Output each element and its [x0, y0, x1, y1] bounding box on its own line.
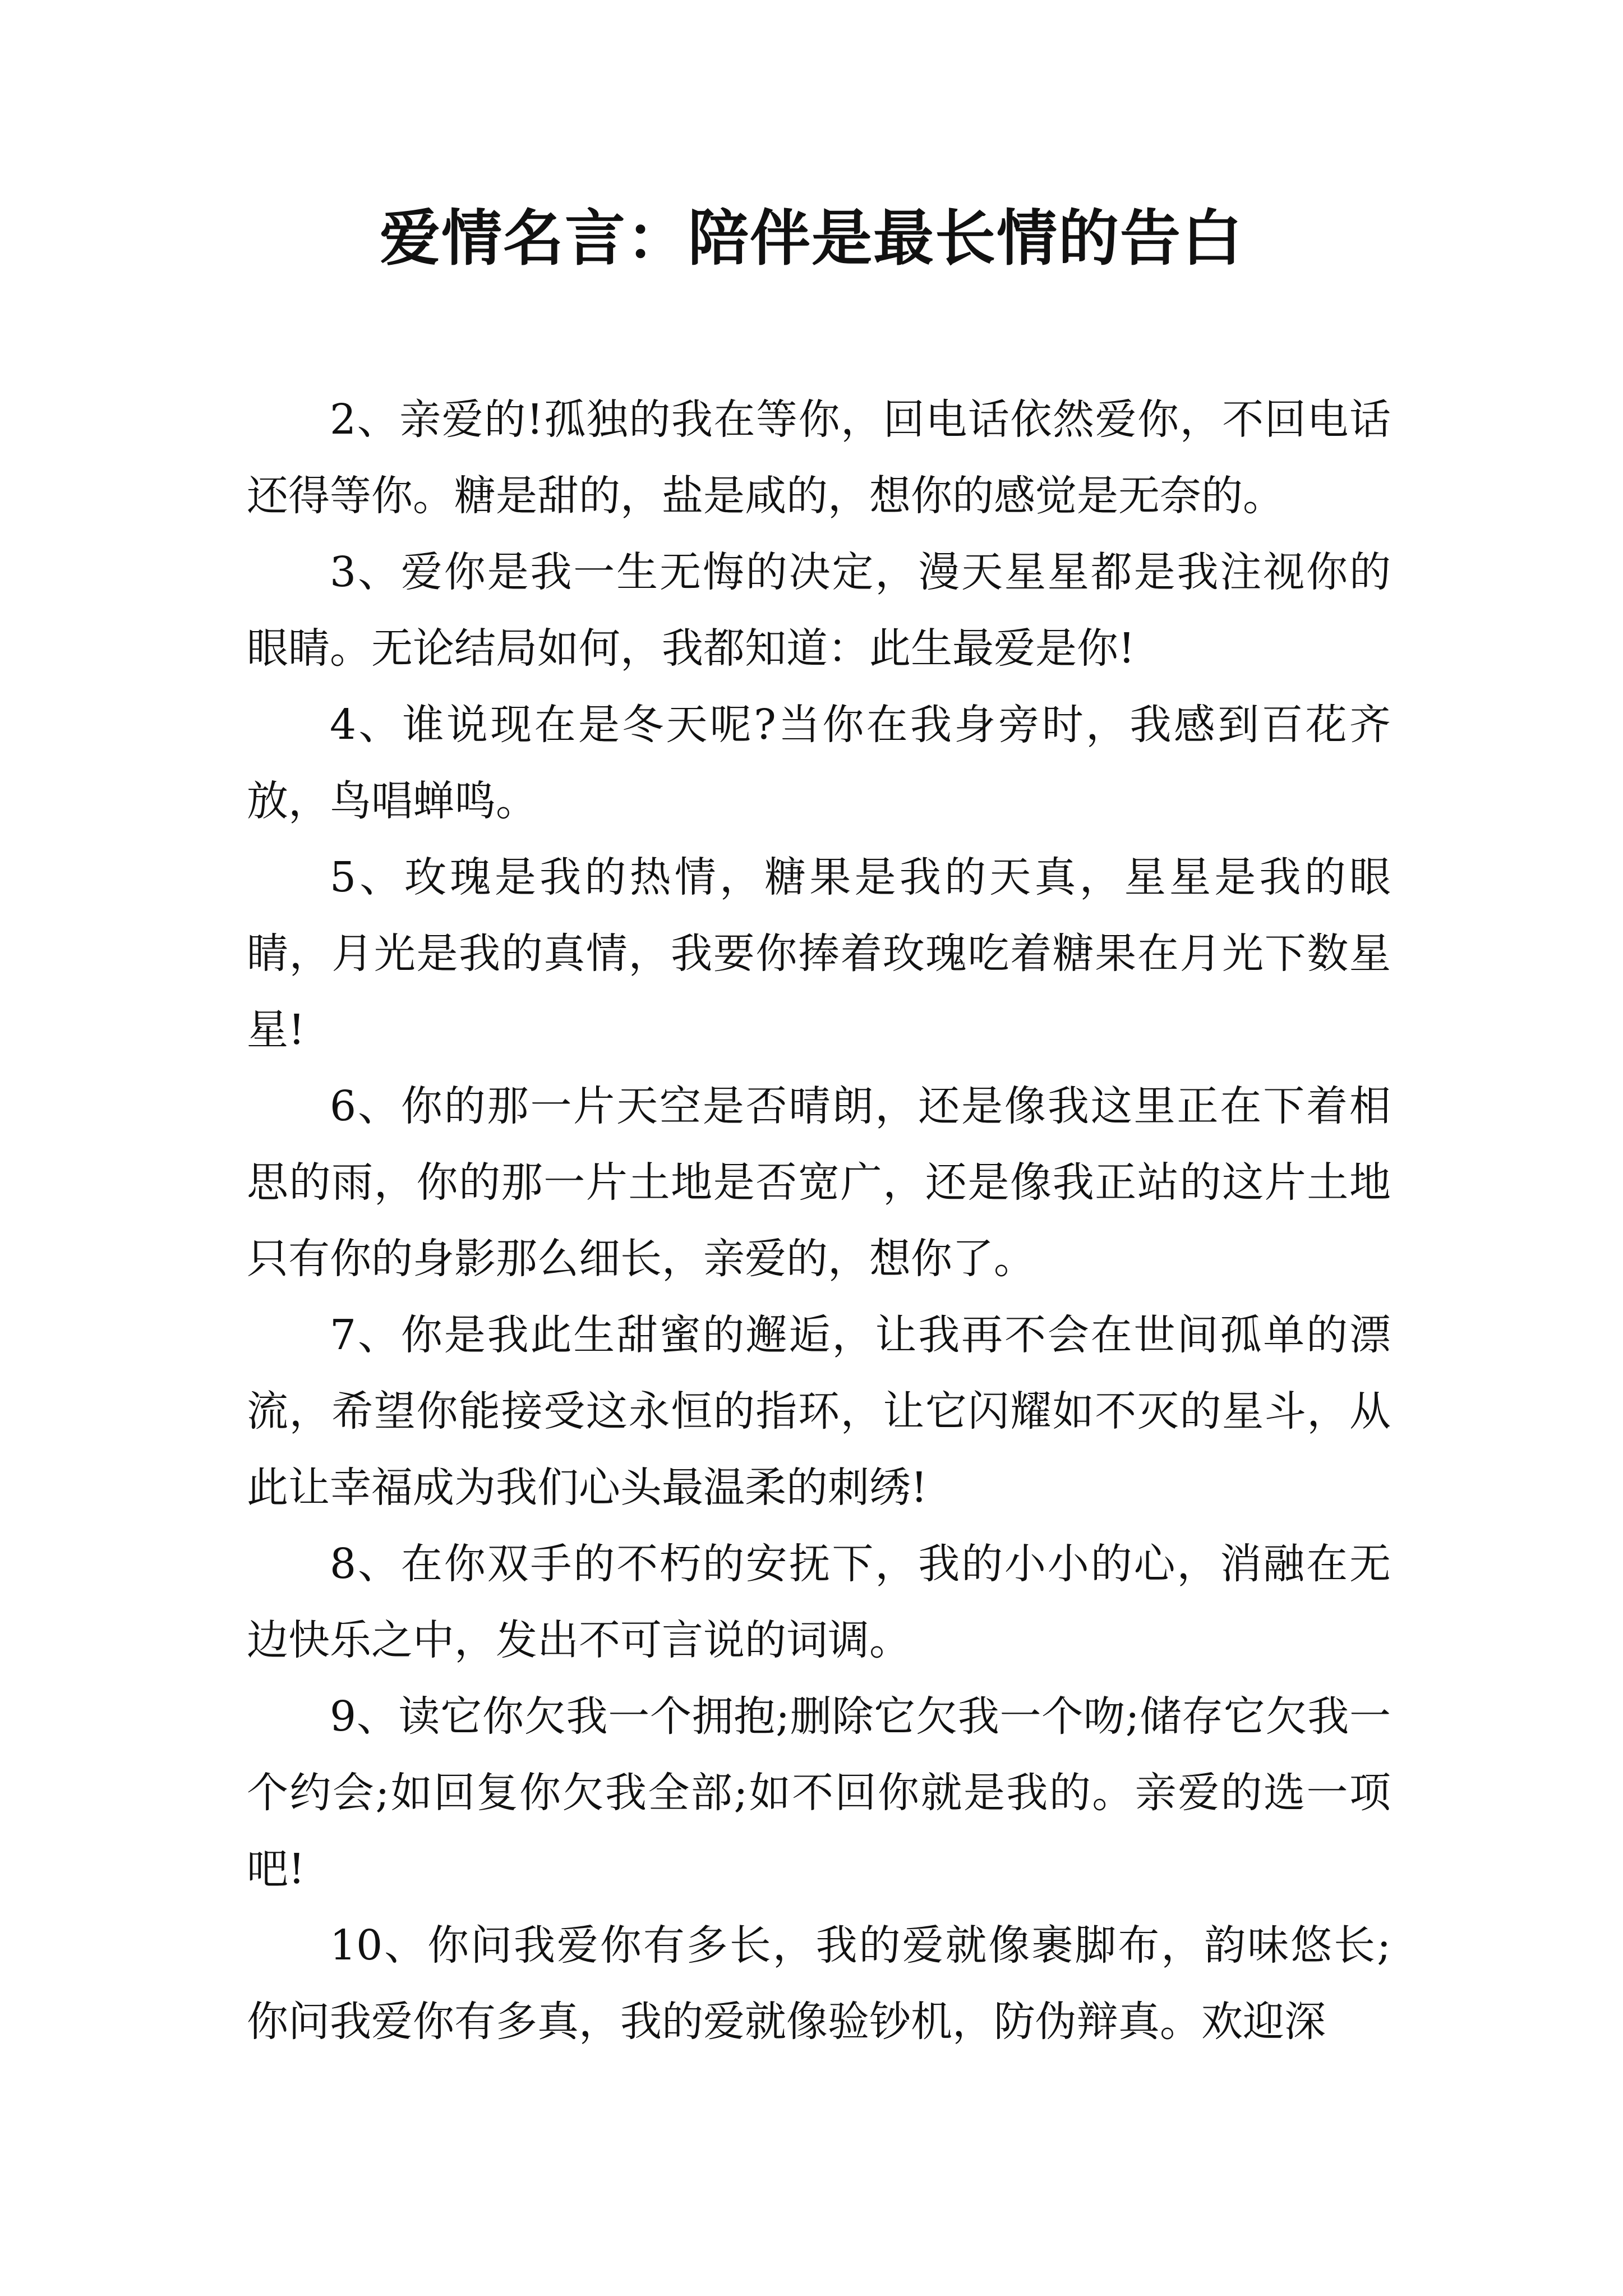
quote-paragraph-4: 4、谁说现在是冬天呢?当你在我身旁时，我感到百花齐放，鸟唱蝉鸣。 [247, 701, 1391, 825]
quote-paragraph-3: 3、爱你是我一生无悔的决定，漫天星星都是我注视你的眼睛。无论结局如何，我都知道：此生最爱是你! [247, 548, 1391, 673]
quote-paragraph-2: 2、亲爱的!孤独的我在等你，回电话依然爱你，不回电话还得等你。糖是甜的，盐是咸的，想你的感觉是无奈的。 [247, 395, 1391, 520]
quote-paragraph-10: 10、你问我爱你有多长，我的爱就像裹脚布，韵味悠长;你问我爱你有多真，我的爱就像验钞机，防伪辩真。欢迎深 [247, 1921, 1391, 2046]
quote-paragraph-5: 5、玫瑰是我的热情，糖果是我的天真，星星是我的眼睛，月光是我的真情，我要你捧着玫瑰吃着糖果在月光下数星星! [247, 853, 1391, 1054]
quote-paragraph-8: 8、在你双手的不朽的安抚下，我的小小的心，消融在无边快乐之中，发出不可言说的词调。 [247, 1540, 1391, 1664]
quote-paragraph-9: 9、读它你欠我一个拥抱;删除它欠我一个吻;储存它欠我一个约会;如回复你欠我全部;如不回你就是我的。亲爱的选一项吧! [247, 1692, 1391, 1893]
quote-paragraph-6: 6、你的那一片天空是否晴朗，还是像我这里正在下着相思的雨，你的那一片土地是否宽广，还是像我正站的这片土地只有你的身影那么细长，亲爱的，想你了。 [247, 1082, 1391, 1283]
page-title: 爱情名言：陪伴是最长情的告白 [379, 203, 1243, 274]
quote-paragraph-7: 7、你是我此生甜蜜的邂逅，让我再不会在世间孤单的漂流，希望你能接受这永恒的指环，让它闪耀如不灭的星斗，从此让幸福成为我们心头最温柔的刺绣! [247, 1311, 1391, 1512]
document-body [247, 381, 1391, 2060]
